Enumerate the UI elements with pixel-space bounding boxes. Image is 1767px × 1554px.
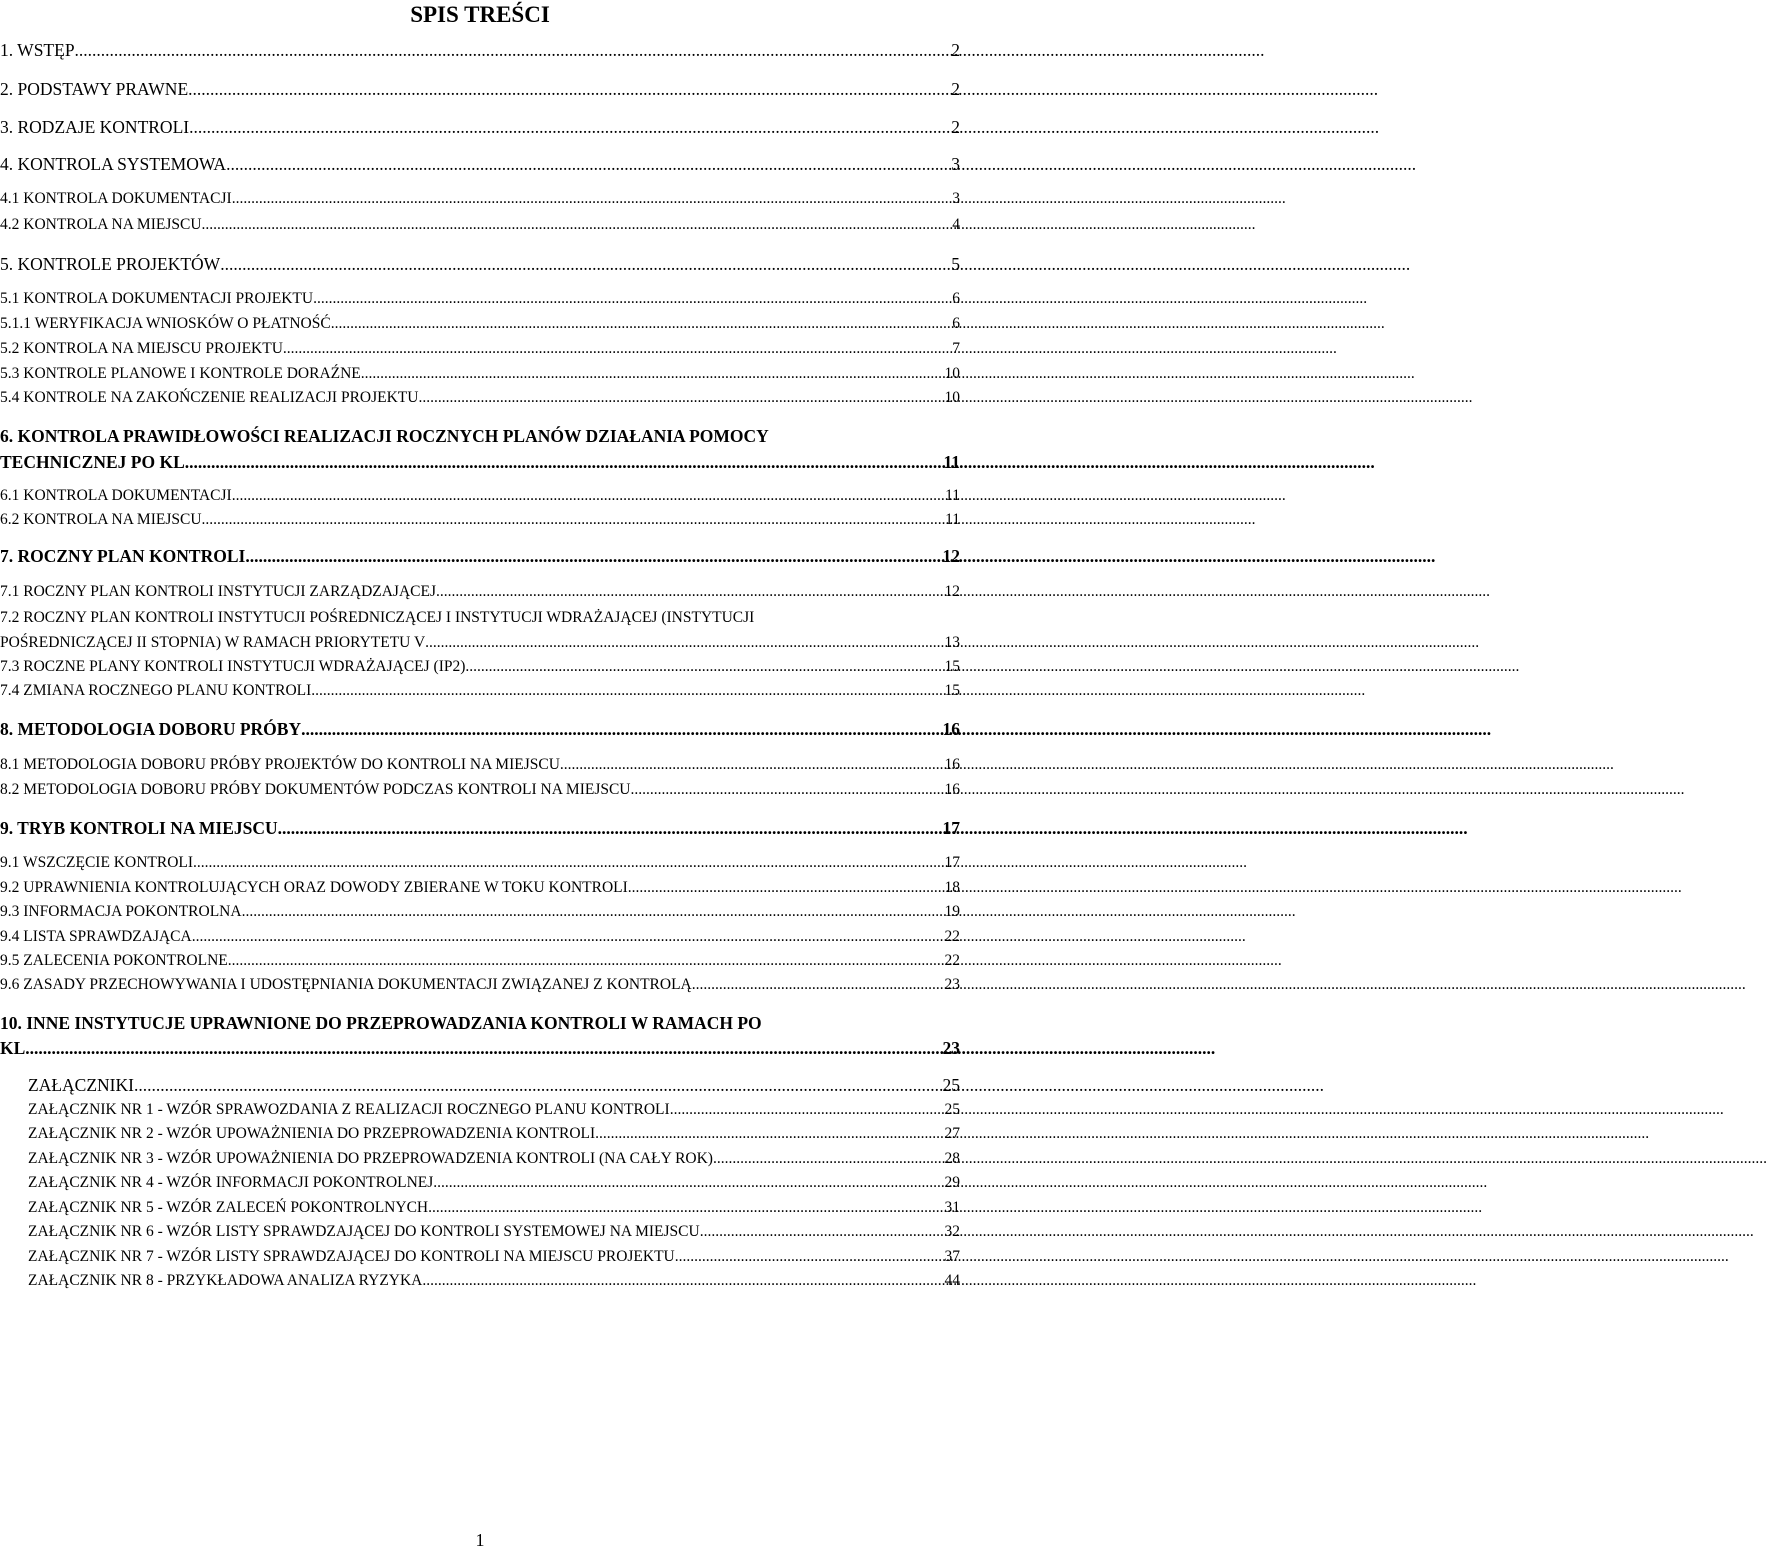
toc-entry-page: 10 [944,365,960,382]
toc-entry-text: 1. WSTĘP [0,40,75,60]
toc-entry[interactable] [0,682,960,700]
toc-entry[interactable] [0,583,960,601]
toc-entry-text: 7. ROCZNY PLAN KONTROLI [0,546,246,566]
toc-entry-page: 11 [945,511,960,528]
toc-entry-text: 9.2 UPRAWNIENIA KONTROLUJĄCYCH ORAZ DOWODY ZBIERANE W TOKU KONTROLI [0,879,628,896]
toc-entry[interactable] [28,1248,960,1266]
toc-entry-text: ZAŁĄCZNIK NR 7 - WZÓR LISTY SPRAWDZAJĄCEJ DO KONTROLI NA MIEJSCU PROJEKTU [28,1248,675,1265]
toc-entry[interactable] [28,1125,960,1143]
toc-entry[interactable] [0,818,960,839]
toc-entry[interactable] [0,511,960,529]
toc-entry[interactable] [28,1101,960,1119]
toc-entry[interactable] [0,928,960,946]
toc-entry-text: ZAŁĄCZNIK NR 2 - WZÓR UPOWAŻNIENIA DO PRZEPROWADZENIA KONTROLI [28,1125,596,1142]
toc-entry[interactable] [0,854,960,872]
toc-entry-text: 8. METODOLOGIA DOBORU PRÓBY [0,719,302,739]
toc-entry-text: ZAŁĄCZNIK NR 6 - WZÓR LISTY SPRAWDZAJĄCEJ DO KONTROLI SYSTEMOWEJ NA MIEJSCU [28,1223,700,1240]
toc-entry-text: 9.4 LISTA SPRAWDZAJĄCA [0,928,192,945]
toc-entry-text: 9.1 WSZCZĘCIE KONTROLI [0,854,194,871]
toc-entry[interactable] [0,634,960,652]
toc-entry-text: 3. RODZAJE KONTROLI [0,117,190,137]
toc-entry-text: 8.1 METODOLOGIA DOBORU PRÓBY PROJEKTÓW DO KONTROLI NA MIEJSCU [0,756,560,773]
toc-entry-text: 9.6 ZASADY PRZECHOWYWANIA I UDOSTĘPNIANIA DOKUMENTACJI ZWIĄZANEJ Z KONTROLĄ [0,976,692,993]
toc-entry-page: 18 [944,879,960,896]
toc-entry[interactable] [28,1199,960,1217]
toc-entry[interactable] [0,879,960,897]
toc-entry-text: ZAŁĄCZNIK NR 8 - PRZYKŁADOWA ANALIZA RYZYKA [28,1272,423,1289]
toc-entry-text: ZAŁĄCZNIK NR 4 - WZÓR INFORMACJI POKONTROLNEJ [28,1174,434,1191]
toc-entry-page: 3 [952,190,960,207]
toc-entry-page: 3 [951,154,960,174]
toc-entry[interactable] [0,216,960,234]
toc-entry-text: 8.2 METODOLOGIA DOBORU PRÓBY DOKUMENTÓW PODCZAS KONTROLI NA MIEJSCU [0,781,631,798]
toc-entry[interactable] [0,290,960,308]
toc-entry[interactable] [0,487,960,505]
toc-entry-text: 5.4 KONTROLE NA ZAKOŃCZENIE REALIZACJI PROJEKTU [0,389,419,406]
toc-entry-text-line1: 7.2 ROCZNY PLAN KONTROLI INSTYTUCJI POŚREDNICZĄCEJ I INSTYTUCJI WDRAŻAJĄCEJ (INSTYTUCJI [0,609,755,626]
toc-entry-text: 7.1 ROCZNY PLAN KONTROLI INSTYTUCJI ZARZĄDZAJĄCEJ [0,583,436,600]
toc-entry-page: 23 [944,976,960,993]
page-title: SPIS TREŚCI [410,2,550,27]
toc-entry[interactable] [0,40,960,61]
toc-entry-text: ZAŁĄCZNIK NR 1 - WZÓR SPRAWOZDANIA Z REALIZACJI ROCZNEGO PLANU KONTROLI [28,1101,670,1118]
toc-entry-page: 37 [944,1248,960,1265]
toc-entry[interactable] [0,154,960,175]
toc-entry-page: 16 [944,781,960,798]
toc-entry[interactable] [0,903,960,921]
toc-entry-text: 9.5 ZALECENIA POKONTROLNE [0,952,228,969]
toc-entry-text: 9.3 INFORMACJA POKONTROLNA [0,903,242,920]
toc-entry-text: 7.3 ROCZNE PLANY KONTROLI INSTYTUCJI WDRAŻAJĄCEJ (IP2) [0,658,466,675]
toc-entry[interactable] [0,452,960,473]
toc-entry-page: 15 [944,682,960,699]
toc-entry-page: 16 [944,756,960,773]
toc-entry[interactable] [28,1272,960,1290]
toc-entry[interactable] [0,340,960,358]
toc-entry[interactable] [0,190,960,208]
toc-entry-page: 23 [942,1038,960,1058]
toc-entry[interactable] [0,117,960,138]
toc-entry-page: 2 [951,117,960,137]
toc-entry-text: POŚREDNICZĄCEJ II STOPNIA) W RAMACH PRIORYTETU V [0,634,426,651]
toc-entry-page: 12 [944,583,960,600]
toc-entry[interactable] [0,315,960,333]
toc-entry-page: 17 [944,854,960,871]
toc-entry-text: TECHNICZNEJ PO KL [0,452,185,472]
toc-entry-text: 5.1.1 WERYFIKACJA WNIOSKÓW O PŁATNOŚĆ [0,315,331,332]
toc-entry-page: 22 [944,952,960,969]
toc-entry[interactable] [0,254,960,275]
toc-entry-page: 6 [952,315,960,332]
toc-entry[interactable] [0,719,960,740]
toc-entry-page: 22 [944,928,960,945]
toc-entry[interactable] [28,1150,960,1168]
toc-entry-page: 11 [943,452,960,472]
toc-entry[interactable] [0,658,960,676]
toc-entry[interactable] [0,781,960,799]
toc-entry-text: 4. KONTROLA SYSTEMOWA [0,154,227,174]
toc-entry-page: 13 [944,634,960,651]
toc-entry-page: 5 [951,254,960,274]
toc-entry-page: 44 [944,1272,960,1289]
toc-entry-text: ZAŁĄCZNIK NR 5 - WZÓR ZALECEŃ POKONTROLNYCH [28,1199,429,1216]
toc-entry-text: 5. KONTROLE PROJEKTÓW [0,254,221,274]
page-number: 1 [475,1530,485,1550]
toc-entry-page: 25 [944,1101,960,1118]
toc-entry[interactable] [0,952,960,970]
toc-entry-page: 12 [942,546,960,566]
toc-entry-text: 4.2 KONTROLA NA MIEJSCU [0,216,202,233]
toc-entry-page: 11 [945,487,960,504]
toc-entry-page: 31 [944,1199,960,1216]
toc-entry-text-line1: 10. INNE INSTYTUCJE UPRAWNIONE DO PRZEPROWADZANIA KONTROLI W RAMACH PO [0,1013,762,1033]
toc-entry-page: 7 [952,340,960,357]
toc-entry-page: 2 [951,79,960,99]
toc-entry-text: ZAŁĄCZNIK NR 3 - WZÓR UPOWAŻNIENIA DO PRZEPROWADZENIA KONTROLI (NA CAŁY ROK) [28,1150,713,1167]
toc-entry[interactable] [28,1174,960,1192]
toc-entry-page: 15 [944,658,960,675]
toc-entry-page: 6 [952,290,960,307]
toc-entry-page: 4 [952,216,960,233]
toc-entry[interactable] [28,1223,960,1241]
toc-entry[interactable] [28,1075,960,1096]
toc-entry-text: 9. TRYB KONTROLI NA MIEJSCU [0,818,278,838]
toc-entry-text: 6.1 KONTROLA DOKUMENTACJI [0,487,232,504]
toc-entry-page: 19 [944,903,960,920]
toc-entry-text: 5.1 KONTROLA DOKUMENTACJI PROJEKTU [0,290,314,307]
toc-entry-text: 6.2 KONTROLA NA MIEJSCU [0,511,202,528]
toc-entry[interactable] [0,976,960,994]
toc-entry-page: 32 [944,1223,960,1240]
toc-entry-page: 10 [944,389,960,406]
toc-entry-text-line1: 6. KONTROLA PRAWIDŁOWOŚCI REALIZACJI ROCZNYCH PLANÓW DZIAŁANIA POMOCY [0,426,769,446]
toc-entry-page: 25 [942,1075,960,1095]
toc-entry-text: 4.1 KONTROLA DOKUMENTACJI [0,190,232,207]
toc-entry-page: 17 [942,818,960,838]
toc-entry-page: 2 [951,40,960,60]
toc-entry[interactable] [0,365,960,383]
toc-entry[interactable] [0,1038,960,1059]
toc-entry-text: 7.4 ZMIANA ROCZNEGO PLANU KONTROLI [0,682,312,699]
toc-entry[interactable] [0,546,960,567]
toc-entry[interactable] [0,389,960,407]
toc-entry-page: 29 [944,1174,960,1191]
toc-entry-text: 5.2 KONTROLA NA MIEJSCU PROJEKTU [0,340,283,357]
toc-entry-page: 27 [944,1125,960,1142]
toc-entry-text: KL [0,1038,26,1058]
toc-entry[interactable] [0,79,960,100]
toc-entry[interactable] [0,756,960,774]
toc-entry-page: 28 [944,1150,960,1167]
toc-entry-text: 2. PODSTAWY PRAWNE [0,79,189,99]
toc-entry-text: 5.3 KONTROLE PLANOWE I KONTROLE DORAŹNE [0,365,361,382]
toc-entry-text: ZAŁĄCZNIKI [28,1075,134,1095]
toc-entry-page: 16 [942,719,960,739]
